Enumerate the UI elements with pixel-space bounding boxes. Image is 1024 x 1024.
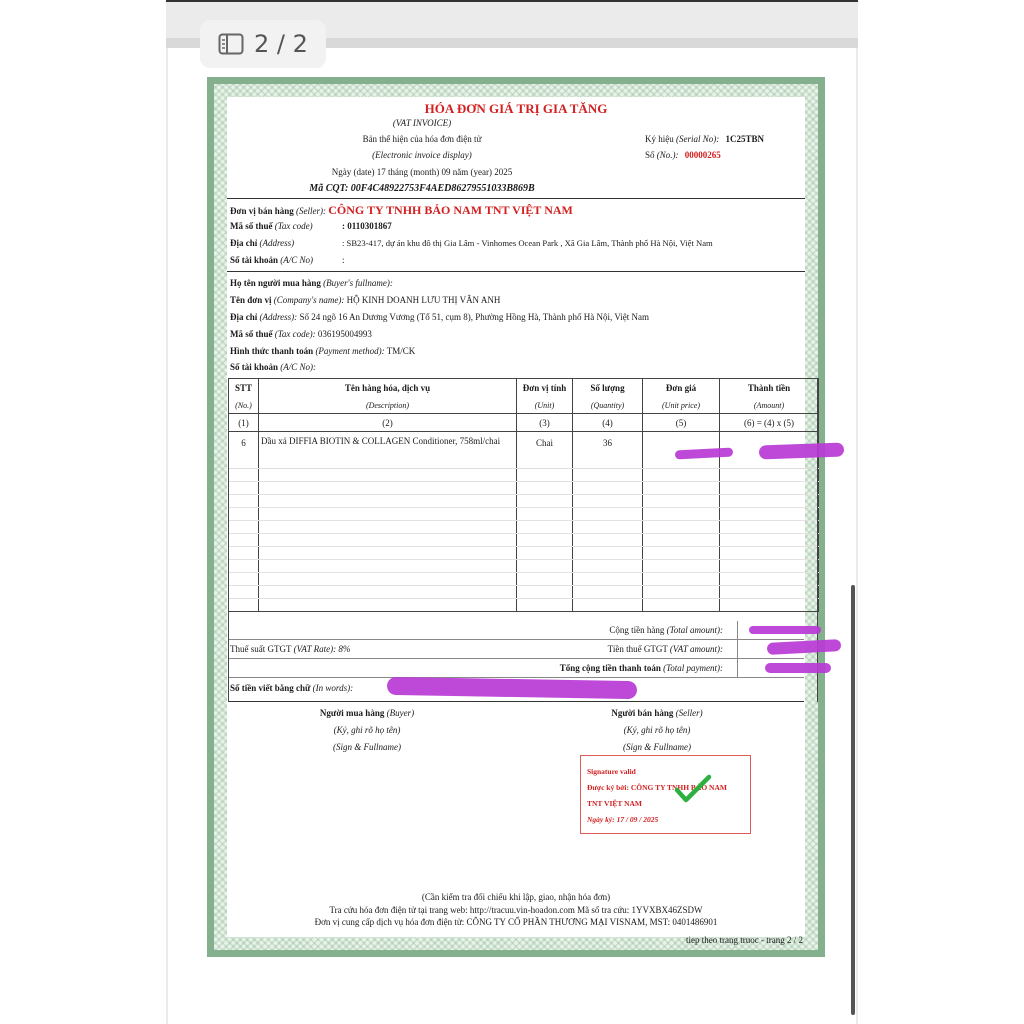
viewer-top-border [166, 0, 858, 2]
invoice-title: HÓA ĐƠN GIÁ TRỊ GIA TĂNG [424, 101, 608, 116]
buyer-company-label-en: (Company's name): [273, 295, 345, 305]
table-border-left [228, 378, 229, 702]
seller-tax-label-en: (Tax code) [274, 221, 313, 231]
col-header-unit-en: (Unit) [517, 397, 573, 414]
page-counter: 2 / 2 [254, 30, 308, 58]
index-cell: (1) [229, 414, 259, 432]
number-row [645, 150, 721, 160]
buyer-signature-note-en: (Sign & Fullname) [333, 742, 401, 752]
divider [227, 198, 805, 199]
index-cell: (6) = (4) x (5) [720, 414, 819, 432]
seller-tax-label: Mã số thuế [230, 221, 273, 231]
vat-amount-label: Tiền thuế GTGT [607, 644, 668, 654]
buyer-signature-label: Người mua hàng [319, 708, 385, 718]
total-amount-label-en: (Total amount): [666, 625, 723, 635]
serial-label: Ký hiệu [645, 134, 674, 144]
col-header-amount-en: (Amount) [720, 397, 819, 414]
cqt-code: Mã CQT: 00F4C48922753F4AED86279551033B869B [309, 183, 535, 194]
number-value: 00000265 [684, 150, 721, 160]
buyer-address-label: Địa chỉ [230, 312, 258, 322]
index-cell: (5) [643, 414, 720, 432]
buyer-fullname-label-en: (Buyer's fullname): [323, 278, 393, 288]
table-border-right [817, 378, 818, 702]
buyer-tax-label: Mã số thuế [230, 329, 273, 339]
seller-account-label: Số tài khoản [230, 255, 279, 265]
item-qty: 36 [573, 432, 643, 469]
seller-address-label-en: (Address) [259, 238, 295, 248]
serial-row [645, 134, 764, 144]
buyer-signature-note: (Ký, ghi rõ họ tên) [333, 725, 401, 735]
seller-account-label-en: (A/C No) [280, 255, 314, 265]
buyer-account-label: Số tài khoản [230, 362, 279, 372]
seller-signature-label-en: (Seller) [675, 708, 703, 718]
vat-amount-row [608, 644, 723, 654]
buyer-address-label-en: (Address): [259, 312, 298, 322]
in-words-label: Số tiền viết bằng chữ [230, 683, 311, 693]
redaction-mark [387, 677, 637, 699]
display-note-en: (Electronic invoice display) [372, 150, 472, 160]
vat-rate-row [230, 644, 350, 654]
buyer-payment: TM/CK [386, 346, 416, 356]
item-description: Dầu xả DIFFIA BIOTIN & COLLAGEN Conditioner, 758ml/chai [259, 432, 517, 469]
invoice-page [227, 97, 805, 945]
display-note: Bản thể hiện của hóa đơn điện tử [362, 134, 482, 144]
sidebar-toggle-icon[interactable] [218, 33, 244, 55]
redaction-mark [759, 443, 844, 460]
table-index-row [229, 414, 819, 432]
col-header-price-en: (Unit price) [643, 397, 720, 414]
table-header-en-row [229, 397, 819, 414]
col-header-price: Đơn giá [643, 379, 720, 398]
buyer-fullname-row [230, 278, 393, 288]
buyer-payment-label: Hình thức thanh toán [230, 346, 314, 356]
page-continuation: tiep theo trang truoc - trang 2 / 2 [686, 935, 803, 945]
seller-label: Đơn vị bán hàng [230, 206, 294, 216]
buyer-address: Số 24 ngõ 16 An Dương Vương (Tổ 51, cụm 8), Phường Hồng Hà, Thành phố Hà Nội, Việt Nam [299, 312, 650, 322]
buyer-company-row [230, 295, 500, 305]
seller-account: : [342, 255, 345, 265]
provider-info: Đơn vị cung cấp dịch vụ hóa đơn điện tử: CÔNG TY CỔ PHẦN THƯƠNG MẠI VISNAM, MST: 0401486901 [314, 917, 718, 927]
check-note: (Cần kiểm tra đối chiếu khi lập, giao, nhận hóa đơn) [421, 892, 611, 902]
seller-signature-note: (Ký, ghi rõ họ tên) [623, 725, 691, 735]
buyer-account-label-en: (A/C No): [280, 362, 317, 372]
col-header-no-en: (No.) [229, 397, 259, 414]
in-words-row [230, 683, 353, 693]
totals-column-divider [737, 621, 738, 678]
seller-label-en: (Seller): [296, 206, 326, 216]
buyer-company: HỘ KINH DOANH LƯU THỊ VÂN ANH [346, 295, 501, 305]
seller-address-row [230, 238, 294, 248]
signed-by-text-2: TNT VIỆT NAM [587, 799, 643, 808]
col-header-qty-en: (Quantity) [573, 397, 643, 414]
digital-signature-box [580, 755, 751, 834]
seller-account-row [230, 255, 313, 265]
in-words-label-en: (In words): [312, 683, 354, 693]
seller-signature-note-en: (Sign & Fullname) [623, 742, 691, 752]
invoice-title-en: (VAT INVOICE) [392, 118, 452, 128]
seller-signature-title [587, 708, 727, 718]
number-label: Số [645, 150, 655, 160]
seller-tax-value: : 0110301867 [342, 221, 392, 231]
total-payment-label: Tổng cộng tiền thanh toán [559, 663, 661, 673]
buyer-fullname-label: Họ tên người mua hàng [230, 278, 321, 288]
seller-address: : SB23-417, dự án khu đô thị Gia Lâm - Vinhomes Ocean Park , Xã Gia Lâm, Thành phố Hà Nội, Việt Nam [342, 238, 713, 248]
col-header-desc-en: (Description) [259, 397, 517, 414]
seller-address-label: Địa chỉ [230, 238, 258, 248]
total-amount-row [609, 625, 723, 635]
redaction-mark [765, 663, 831, 673]
buyer-tax-label-en: (Tax code): [274, 329, 316, 339]
sign-date-text: Ngày ký: 17 / 09 / 2025 [587, 815, 659, 824]
number-label-en: (No.): [656, 150, 679, 160]
total-payment-label-en: (Total payment): [663, 663, 723, 673]
page-indicator[interactable] [200, 20, 326, 68]
total-amount-label: Cộng tiền hàng [609, 625, 665, 635]
scrollbar[interactable] [851, 585, 855, 1015]
seller-signature-label: Người bán hàng [611, 708, 674, 718]
buyer-tax-row [230, 329, 372, 339]
vat-rate-label: Thuế suất GTGT [230, 644, 292, 654]
divider [228, 658, 804, 659]
buyer-account-row [230, 362, 316, 372]
seller-name: CÔNG TY TNHH BẢO NAM TNT VIỆT NAM [328, 203, 573, 217]
col-header-unit: Đơn vị tính [517, 379, 573, 398]
vat-amount-label-en: (VAT amount): [669, 644, 723, 654]
col-header-no: STT [229, 379, 259, 398]
buyer-tax: 036195004993 [317, 329, 372, 339]
signed-by-text: Được ký bởi: CÔNG TY TNHH BẢO NAM [587, 783, 727, 792]
table-header-row [229, 379, 819, 398]
serial-value: 1C25TBN [725, 134, 765, 144]
items-table [228, 378, 819, 612]
signature-valid-text: Signature valid [587, 767, 636, 776]
vat-rate-label-en: (VAT Rate): 8% [293, 644, 351, 654]
index-cell: (2) [259, 414, 517, 432]
item-unit: Chai [517, 432, 573, 469]
divider [228, 677, 804, 678]
divider [228, 701, 804, 702]
buyer-signature-title [297, 708, 437, 718]
buyer-payment-row [230, 346, 415, 356]
lookup-info: Tra cứu hóa đơn điện tử tại trang web: http://tracuu.vin-hoadon.com Mã số tra cứu: 1YVXBX46ZSDW [329, 905, 703, 915]
item-no: 6 [229, 432, 259, 469]
checkmark-icon [673, 774, 713, 810]
redaction-mark [749, 626, 821, 634]
invoice-date: Ngày (date) 17 tháng (month) 09 năm (year) 2025 [331, 167, 513, 177]
serial-label-en: (Serial No): [676, 134, 720, 144]
total-payment-row [560, 663, 723, 673]
seller-tax-row [230, 221, 313, 231]
seller-row [230, 203, 573, 218]
col-header-desc: Tên hàng hóa, dịch vụ [259, 379, 517, 398]
index-cell: (4) [573, 414, 643, 432]
divider [228, 639, 804, 640]
buyer-signature-label-en: (Buyer) [386, 708, 415, 718]
index-cell: (3) [517, 414, 573, 432]
divider [227, 271, 805, 272]
buyer-company-label: Tên đơn vị [230, 295, 272, 305]
buyer-payment-label-en: (Payment method): [315, 346, 385, 356]
col-header-amount: Thành tiền [720, 379, 819, 398]
buyer-address-row [230, 312, 649, 322]
invoice-frame [207, 77, 825, 957]
col-header-qty: Số lượng [573, 379, 643, 398]
